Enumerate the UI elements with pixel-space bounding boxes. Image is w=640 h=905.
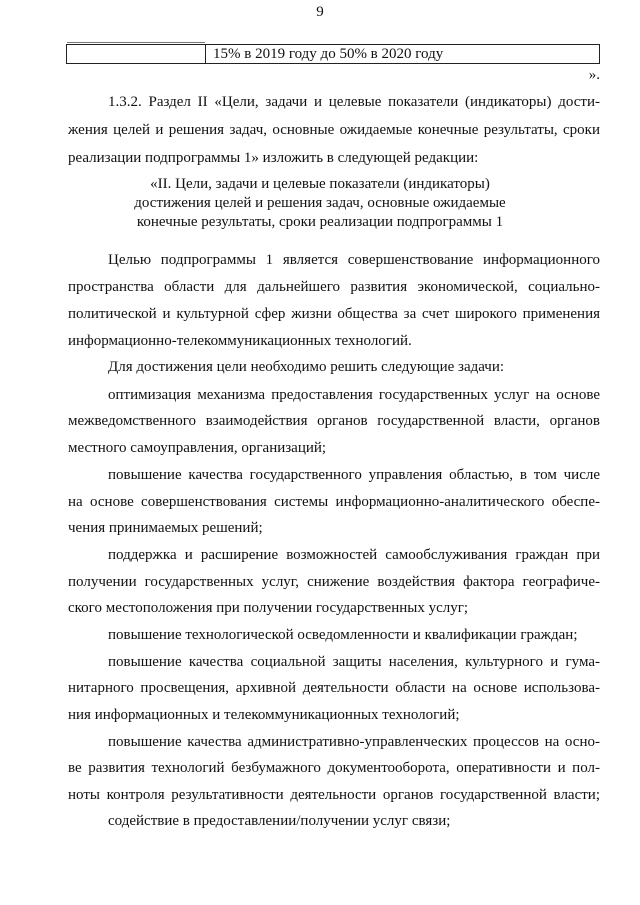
table-divider — [205, 45, 206, 63]
task-line: чения принимаемых решений; — [68, 520, 263, 536]
task-line: ноты контроля результативности деятельности органов государственной власти; — [68, 787, 600, 803]
paragraph-line: информационно-телекоммуникационных технологий. — [68, 333, 412, 349]
task-line: содействие в предоставлении/получении услуг связи; — [108, 813, 451, 829]
closing-quote: ». — [588, 67, 600, 83]
task-line: оптимизация механизма предоставления государственных услуг на основе — [108, 387, 600, 403]
task-line: межведомственного взаимодействия органов государственной власти, органов — [68, 413, 600, 429]
section-heading-line: «II. Цели, задачи и целевые показатели (индикаторы) — [150, 176, 490, 192]
section-heading-line: достижения целей и решения задач, основные ожидаемые — [134, 195, 506, 211]
table-fragment — [66, 44, 600, 64]
paragraph-line: политической и культурной сфер жизни общества за счет широкого применения — [68, 306, 600, 322]
task-line: ния информационных и телекоммуникационных технологий; — [68, 707, 460, 723]
task-line: ве развития технологий безбумажного документооборота, оперативности и пол- — [68, 760, 600, 776]
task-line: повышение технологической осведомленности и квалификации граждан; — [108, 627, 578, 643]
paragraph-line: Для достижения цели необходимо решить следующие задачи: — [108, 359, 505, 375]
task-line: местного самоуправления, организаций; — [68, 440, 327, 456]
task-line: повышение качества государственного управления областью, в том числе — [108, 467, 600, 483]
task-line: поддержка и расширение возможностей самообслуживания граждан при — [108, 547, 600, 563]
paragraph-line: жения целей и решения задач, основные ожидаемые конечные результаты, сроки — [68, 122, 600, 138]
task-line: повышение качества социальной защиты населения, культурного и гума- — [108, 654, 600, 670]
task-line: на основе совершенствования системы информационно-аналитического обеспе- — [68, 494, 600, 510]
task-line: нитарного просвещения, архивной деятельности области на основе использова- — [68, 680, 600, 696]
table-cell-text: 15% в 2019 году до 50% в 2020 году — [213, 46, 444, 62]
table-cell-empty — [67, 45, 205, 63]
paragraph-line: 1.3.2. Раздел II «Цели, задачи и целевые показатели (индикаторы) дости- — [108, 94, 600, 110]
section-heading-line: конечные результаты, сроки реализации подпрограммы 1 — [136, 214, 504, 230]
page-number: 9 — [316, 4, 324, 20]
task-line: получении государственных услуг, снижение воздействия фактора географиче- — [68, 574, 600, 590]
task-line: ского местоположения при получении государственных услуг; — [68, 600, 469, 616]
paragraph-line: реализации подпрограммы 1» изложить в следующей редакции: — [68, 150, 479, 166]
paragraph-line: пространства области для дальнейшего развития экономической, социально- — [68, 279, 600, 295]
paragraph-line: Целью подпрограммы 1 является совершенствование информационного — [108, 252, 600, 268]
task-line: повышение качества административно-управленческих процессов на осно- — [108, 734, 600, 750]
